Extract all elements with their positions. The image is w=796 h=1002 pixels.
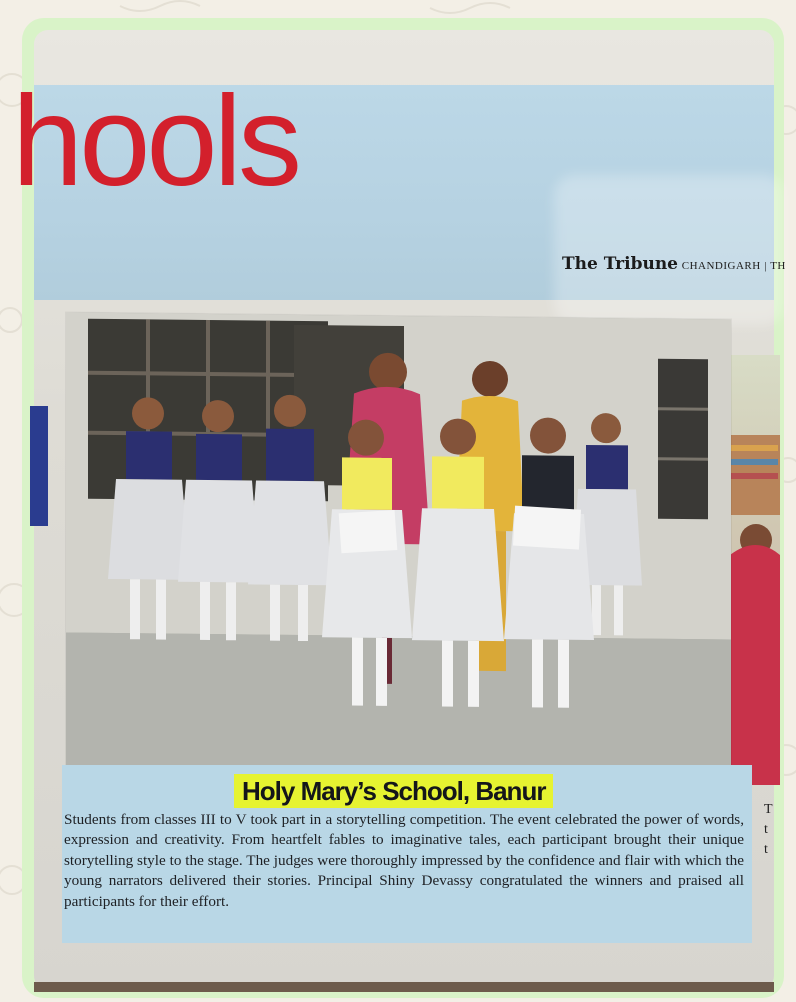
article-body: Students from classes III to V took part in a storytelling competition. The event celebrated the power of words, expression and creativity. From heartfelt fables to imaginative tales, each participant brought their unique storytelling style to the stage. The judges were thoroughly impressed by the confidence and flair with which the young narrators delivered their stories. Principal Shiny Devassy congratulated the winners and praised all participants for their effort. [64, 811, 744, 910]
newspaper-divider: | TH [764, 260, 786, 272]
newspaper-nameplate [562, 254, 786, 274]
banner-ghost-text [554, 175, 784, 325]
adjacent-photo-strip [30, 406, 48, 526]
next-article-edge [34, 982, 774, 992]
newspaper-page [12, 30, 786, 990]
group-photo [66, 313, 731, 775]
newspaper-edition: CHANDIGARH [681, 260, 761, 272]
newspaper-name: The Tribune [562, 254, 678, 274]
adjacent-column-text: T t t [764, 802, 773, 857]
section-title: hools [12, 70, 298, 213]
article-headline: Holy Mary’s School, Banur [234, 774, 553, 808]
